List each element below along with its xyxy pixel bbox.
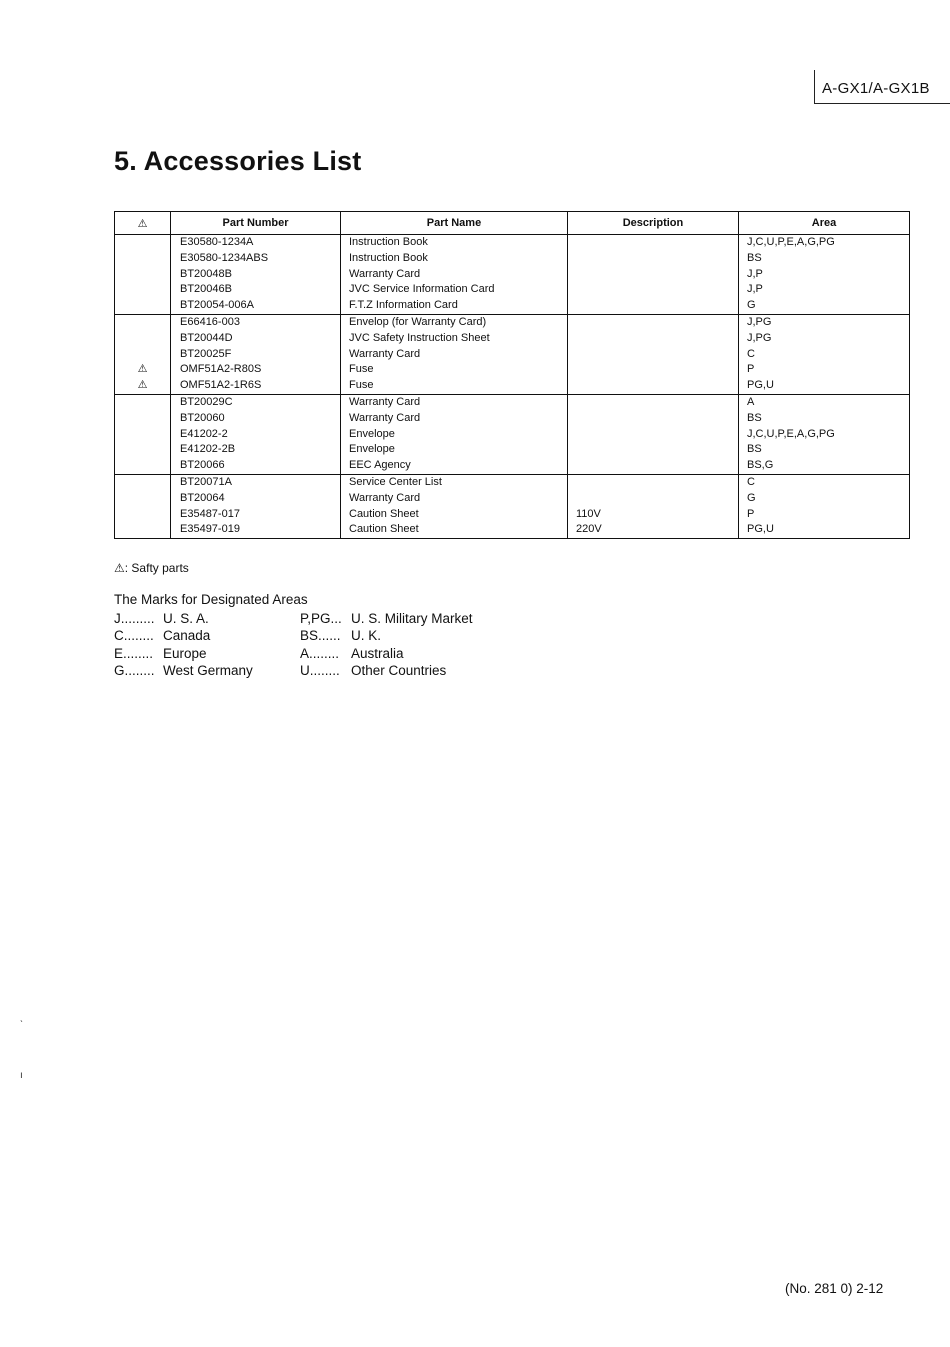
table-cell-line: OMF51A2-1R6S [180, 379, 262, 392]
table-cell-line: BT20071A [180, 475, 232, 488]
table-cell-line [115, 315, 170, 331]
table-row-group [115, 394, 910, 474]
table-cell-line [115, 458, 170, 474]
table-cell-line: EEC Agency [349, 459, 411, 472]
mark-code: U........ [300, 663, 340, 679]
table-cell-line: ⚠ [137, 379, 148, 392]
table-cell-line [115, 522, 170, 538]
table-cell-line [115, 282, 170, 298]
part-name-cell [341, 394, 568, 474]
mark-item [114, 610, 253, 627]
table-cell-line: ⚠ [137, 363, 148, 376]
safety-note: ⚠: Safty parts [114, 561, 189, 575]
table-cell-line: PG,U [747, 379, 774, 392]
page-number: (No. 281 0) 2-12 [785, 1281, 884, 1296]
table-cell-line: BS,G [747, 459, 774, 472]
mark-code: C........ [114, 628, 154, 644]
stray-mark: ı [20, 1070, 23, 1081]
table-cell-line: A [747, 395, 755, 408]
table-cell-line: BS [747, 443, 762, 456]
table-cell-line: PG,U [747, 523, 774, 536]
table-cell-line: Instruction Book [349, 236, 428, 248]
table-cell-line: Fuse [349, 363, 374, 376]
table-cell-line [115, 235, 170, 251]
table-cell-line: C [747, 475, 755, 488]
table-cell-line: JVC Safety Instruction Sheet [349, 331, 490, 344]
page-title: 5. Accessories List [114, 146, 362, 176]
table-cell-line [568, 475, 738, 491]
mark-area: U. K. [351, 628, 382, 644]
mark-area: Europe [163, 645, 207, 661]
table-cell-line: F.T.Z Information Card [349, 299, 458, 312]
table-cell-line: Caution Sheet [349, 507, 419, 520]
stray-mark: ˎ [20, 1012, 24, 1023]
marks-title: The Marks for Designated Areas [114, 592, 308, 607]
header-part-name: Part Name [341, 212, 568, 235]
table-cell-line: BT20060 [180, 411, 225, 424]
table-cell-line: E66416-003 [180, 315, 240, 328]
safety-mark-cell [115, 394, 171, 474]
area-cell [739, 314, 910, 394]
table-cell-line [568, 427, 738, 443]
mark-item [300, 610, 473, 627]
header-description: Description [568, 212, 739, 235]
description-cell [568, 474, 739, 538]
area-cell [739, 474, 910, 538]
mark-code: G........ [114, 663, 155, 679]
mark-item [300, 645, 473, 662]
mark-area: Australia [351, 645, 404, 661]
table-cell-line [115, 331, 170, 347]
table-cell-line: BT20025F [180, 347, 232, 360]
marks-left-column [114, 610, 253, 680]
table-cell-line: Caution Sheet [349, 523, 419, 536]
table-cell-line: Service Center List [349, 475, 442, 488]
table-cell-line: J,P [747, 283, 763, 296]
mark-item [300, 627, 473, 644]
table-cell-line: E41202-2 [180, 427, 228, 440]
table-cell-line: J,PG [747, 331, 772, 344]
table-cell-line: E30580-1234ABS [180, 251, 269, 264]
table-body [115, 235, 910, 539]
table-cell-line [568, 235, 738, 251]
mark-area: U. S. Military Market [351, 611, 473, 626]
table-cell-line [115, 491, 170, 507]
table-row-group [115, 314, 910, 394]
mark-code: J......... [114, 611, 155, 626]
table-cell-line: BT20046B [180, 283, 232, 296]
model-number: A-GX1/A-GX1B [822, 80, 930, 97]
table-cell-line [115, 411, 170, 427]
table-cell-line [115, 267, 170, 283]
area-cell [739, 235, 910, 315]
table-cell-line: BT20048B [180, 267, 232, 280]
part-name-cell [341, 474, 568, 538]
mark-code: P,PG... [300, 611, 342, 626]
table-cell-line: P [747, 507, 755, 520]
table-cell-line: Envelope [349, 443, 395, 456]
table-cell-line [115, 251, 170, 267]
part-name-cell [341, 314, 568, 394]
header-area: Area [739, 212, 910, 235]
table-cell-line: BT20054-006A [180, 299, 254, 312]
table-cell-line [568, 298, 738, 314]
table-cell-line: C [747, 347, 755, 360]
description-cell [568, 314, 739, 394]
table-cell-line: Warranty Card [349, 347, 421, 360]
table-cell-line [115, 507, 170, 523]
table-cell-line: E35497-019 [180, 523, 240, 536]
mark-area: Other Countries [351, 663, 447, 679]
table-cell-line: G [747, 299, 756, 312]
header-safety-mark: ⚠ [115, 212, 171, 235]
table-cell-line [115, 298, 170, 314]
table-cell-line: E35487-017 [180, 507, 240, 520]
table-cell-line: BT20066 [180, 459, 225, 472]
header-part-number: Part Number [171, 212, 341, 235]
mark-code: A........ [300, 645, 340, 661]
table-cell-line: 220V [576, 523, 602, 536]
table-cell-line [568, 251, 738, 267]
table-cell-line [568, 458, 738, 474]
table-cell-line [115, 427, 170, 443]
mark-area: Canada [163, 628, 211, 644]
table-row-group [115, 474, 910, 538]
table-cell-line: BS [747, 411, 762, 424]
table-cell-line: OMF51A2-R80S [180, 363, 262, 376]
table-cell-line: Instruction Book [349, 251, 428, 264]
table-cell-line: BT20029C [180, 395, 233, 408]
description-cell [568, 235, 739, 315]
table-cell-line: BT20044D [180, 331, 233, 344]
mark-item [114, 662, 253, 679]
table-cell-line: 110V [576, 507, 601, 520]
mark-item [114, 627, 253, 644]
mark-item [114, 645, 253, 662]
table-header-row [115, 212, 910, 235]
table-cell-line [568, 378, 738, 394]
part-number-cell [171, 235, 341, 315]
table-cell-line: J,PG [747, 315, 772, 328]
table-cell-line: BT20064 [180, 491, 225, 504]
mark-area: West Germany [163, 663, 253, 679]
marks-right-column [300, 610, 473, 680]
accessories-table [114, 211, 910, 539]
mark-area: U. S. A. [163, 611, 209, 626]
table-cell-line: Warranty Card [349, 491, 421, 504]
table-cell-line [115, 475, 170, 491]
table-row-group [115, 235, 910, 315]
part-name-cell [341, 235, 568, 315]
table-cell-line [568, 282, 738, 298]
table-cell-line [115, 347, 170, 363]
table-cell-line: E41202-2B [180, 443, 236, 456]
table-cell-line: J,P [747, 267, 763, 280]
table-cell-line [568, 347, 738, 363]
mark-code: E........ [114, 645, 154, 661]
part-number-cell [171, 394, 341, 474]
table-cell-line: JVC Service Information Card [349, 283, 495, 296]
table-cell-line [568, 362, 738, 378]
table-cell-line [568, 395, 738, 411]
table-cell-line: J,C,U,P,E,A,G,PG [747, 427, 835, 440]
mark-item [300, 662, 473, 679]
table-cell-line [568, 315, 738, 331]
table-cell-line: Fuse [349, 379, 374, 392]
table-cell-line: G [747, 491, 756, 504]
part-number-cell [171, 474, 341, 538]
table-cell-line: BS [747, 251, 762, 264]
table-cell-line [568, 411, 738, 427]
table-cell-line: Warranty Card [349, 411, 421, 424]
table-cell-line [568, 331, 738, 347]
table-cell-line [115, 395, 170, 411]
table-cell-line: E30580-1234A [180, 236, 254, 248]
area-cell [739, 394, 910, 474]
table-cell-line [568, 267, 738, 283]
table-cell-line [568, 442, 738, 458]
safety-mark-cell [115, 474, 171, 538]
table-cell-line: J,C,U,P,E,A,G,PG [747, 236, 835, 248]
safety-mark-cell [115, 235, 171, 315]
model-tag [814, 70, 950, 104]
table-cell-line: P [747, 363, 755, 376]
part-number-cell [171, 314, 341, 394]
table-cell-line: Envelope [349, 427, 395, 440]
table-cell-line [568, 491, 738, 507]
table-cell-line [115, 442, 170, 458]
mark-code: BS...... [300, 628, 341, 644]
table-cell-line: Envelop (for Warranty Card) [349, 315, 487, 328]
description-cell [568, 394, 739, 474]
table-cell-line: Warranty Card [349, 395, 421, 408]
safety-mark-cell [115, 314, 171, 394]
table-cell-line: Warranty Card [349, 267, 421, 280]
